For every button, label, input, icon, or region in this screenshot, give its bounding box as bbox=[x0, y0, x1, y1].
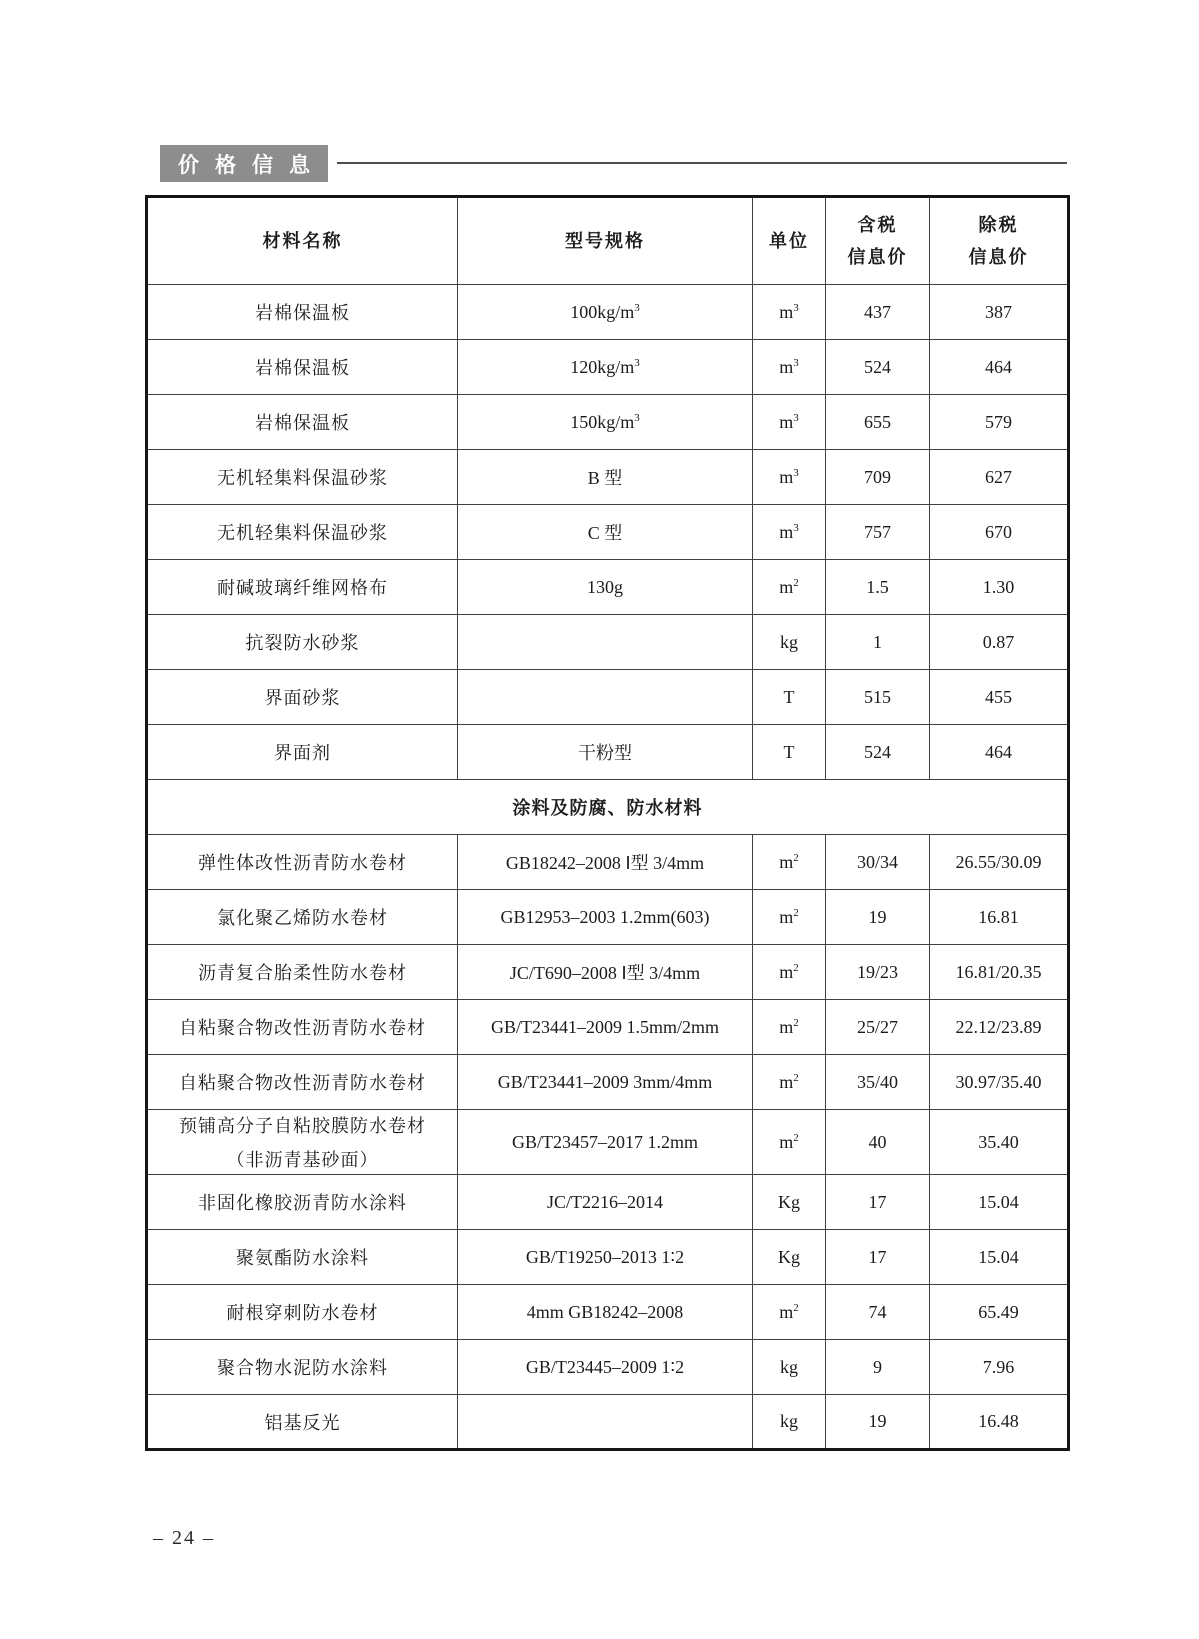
unit-cell bbox=[753, 670, 826, 725]
table-row bbox=[147, 615, 1069, 670]
tax-price-cell: 30/34 bbox=[826, 835, 930, 890]
section-header-row bbox=[147, 780, 1069, 835]
section-title: 涂料及防腐、防水材料 bbox=[147, 780, 1069, 835]
table-row bbox=[147, 1395, 1069, 1450]
unit-superscript: 2 bbox=[793, 1071, 799, 1084]
tax-price-cell: 515 bbox=[826, 670, 930, 725]
material-name: 无机轻集料保温砂浆 bbox=[217, 523, 388, 543]
price-table-body bbox=[147, 285, 1069, 1450]
tax-price-cell: 709 bbox=[826, 450, 930, 505]
table-row bbox=[147, 1230, 1069, 1285]
tax-price-cell: 19 bbox=[826, 890, 930, 945]
spec-cell bbox=[458, 890, 753, 945]
spec-text: GB/T23457–2017 1.2mm bbox=[511, 1131, 698, 1152]
material-name: 无机轻集料保温砂浆 bbox=[217, 468, 388, 488]
tax-price-cell: 1.5 bbox=[826, 560, 930, 615]
material-name: 自粘聚合物改性沥青防水卷材 bbox=[179, 1073, 426, 1093]
unit-superscript: 3 bbox=[793, 411, 799, 424]
unit-cell bbox=[753, 560, 826, 615]
notax-price-cell: 579 bbox=[930, 395, 1069, 450]
unit-cell bbox=[753, 1175, 826, 1230]
unit-text: Kg bbox=[778, 1191, 800, 1212]
material-name: 铝基反光 bbox=[264, 1412, 341, 1433]
unit-text: m bbox=[779, 961, 794, 982]
material-name-cell bbox=[147, 1230, 458, 1285]
material-name-cell bbox=[147, 670, 458, 725]
unit-cell bbox=[753, 1110, 826, 1175]
material-name: 岩棉保温板 bbox=[255, 303, 350, 323]
unit-text: m bbox=[779, 466, 794, 487]
unit-superscript: 2 bbox=[793, 906, 799, 919]
unit-text: T bbox=[783, 686, 795, 707]
spec-text: GB/T23445–2009 1∶2 bbox=[525, 1356, 685, 1377]
col-header-spec: 型号规格 bbox=[458, 197, 753, 285]
unit-cell bbox=[753, 505, 826, 560]
spec-cell bbox=[458, 450, 753, 505]
material-name-cell bbox=[147, 1000, 458, 1055]
table-row bbox=[147, 1340, 1069, 1395]
unit-text: m bbox=[779, 1016, 794, 1037]
spec-text: 150kg/m bbox=[570, 411, 635, 432]
spec-cell bbox=[458, 1395, 753, 1450]
notax-price-cell: 0.87 bbox=[930, 615, 1069, 670]
spec-cell bbox=[458, 1000, 753, 1055]
unit-cell bbox=[753, 1055, 826, 1110]
material-name-cell bbox=[147, 725, 458, 780]
spec-superscript: 3 bbox=[634, 301, 640, 314]
col-header-tax-line1: 含税 bbox=[857, 214, 898, 235]
material-name-cell bbox=[147, 1055, 458, 1110]
material-name: 氯化聚乙烯防水卷材 bbox=[217, 908, 388, 928]
unit-text: m bbox=[779, 851, 794, 872]
notax-price-cell: 455 bbox=[930, 670, 1069, 725]
unit-cell bbox=[753, 1340, 826, 1395]
spec-cell bbox=[458, 1340, 753, 1395]
material-name: 耐根穿刺防水卷材 bbox=[226, 1303, 379, 1323]
unit-cell bbox=[753, 835, 826, 890]
material-name: 聚氨酯防水涂料 bbox=[236, 1248, 369, 1268]
spec-cell bbox=[458, 395, 753, 450]
unit-superscript: 3 bbox=[793, 466, 799, 479]
col-header-notax-price bbox=[930, 197, 1069, 285]
notax-price-cell: 15.04 bbox=[930, 1230, 1069, 1285]
material-name: 自粘聚合物改性沥青防水卷材 bbox=[179, 1018, 426, 1038]
table-row bbox=[147, 450, 1069, 505]
unit-superscript: 2 bbox=[793, 576, 799, 589]
spec-text: GB/T23441–2009 3mm/4mm bbox=[497, 1071, 713, 1092]
notax-price-cell: 26.55/30.09 bbox=[930, 835, 1069, 890]
unit-cell bbox=[753, 945, 826, 1000]
unit-cell bbox=[753, 1230, 826, 1285]
spec-cell bbox=[458, 615, 753, 670]
unit-text: kg bbox=[780, 1356, 798, 1377]
spec-text: JC/T690–2008 Ⅰ型 3/4mm bbox=[509, 963, 701, 983]
table-row bbox=[147, 1000, 1069, 1055]
table-header-row bbox=[147, 197, 1069, 285]
material-name-cell bbox=[147, 945, 458, 1000]
material-name-cell bbox=[147, 1110, 458, 1175]
page-title: 价格信息 bbox=[160, 145, 328, 182]
material-name: 界面剂 bbox=[274, 743, 331, 763]
spec-text: GB/T23441–2009 1.5mm/2mm bbox=[490, 1016, 719, 1037]
tax-price-cell: 19 bbox=[826, 1395, 930, 1450]
spec-text: 4mm GB18242–2008 bbox=[526, 1301, 684, 1322]
spec-text: 100kg/m bbox=[570, 301, 635, 322]
spec-cell bbox=[458, 1230, 753, 1285]
table-row bbox=[147, 725, 1069, 780]
material-name-line2: （非沥青基砂面） bbox=[226, 1150, 379, 1170]
spec-text: GB/T19250–2013 1∶2 bbox=[525, 1246, 685, 1267]
tax-price-cell: 25/27 bbox=[826, 1000, 930, 1055]
unit-text: m bbox=[779, 521, 794, 542]
unit-text: T bbox=[783, 741, 795, 762]
tax-price-cell: 74 bbox=[826, 1285, 930, 1340]
table-row bbox=[147, 1285, 1069, 1340]
notax-price-cell: 15.04 bbox=[930, 1175, 1069, 1230]
spec-text: B 型 bbox=[587, 468, 623, 488]
table-row bbox=[147, 285, 1069, 340]
spec-text: JC/T2216–2014 bbox=[546, 1191, 663, 1212]
spec-text: GB18242–2008 Ⅰ型 3/4mm bbox=[505, 853, 705, 873]
tax-price-cell: 757 bbox=[826, 505, 930, 560]
notax-price-cell: 7.96 bbox=[930, 1340, 1069, 1395]
unit-superscript: 2 bbox=[793, 1016, 799, 1029]
unit-superscript: 3 bbox=[793, 521, 799, 534]
spec-cell bbox=[458, 670, 753, 725]
spec-cell bbox=[458, 1175, 753, 1230]
table-row bbox=[147, 1055, 1069, 1110]
table-row bbox=[147, 945, 1069, 1000]
table-row bbox=[147, 1110, 1069, 1175]
tax-price-cell: 19/23 bbox=[826, 945, 930, 1000]
notax-price-cell: 16.48 bbox=[930, 1395, 1069, 1450]
unit-text: kg bbox=[780, 1411, 798, 1431]
unit-text: m bbox=[779, 1131, 794, 1152]
material-name: 界面砂浆 bbox=[264, 688, 341, 708]
notax-price-cell: 464 bbox=[930, 340, 1069, 395]
material-name: 抗裂防水砂浆 bbox=[245, 633, 360, 653]
material-name-cell bbox=[147, 1395, 458, 1450]
material-name-cell bbox=[147, 450, 458, 505]
spec-cell bbox=[458, 560, 753, 615]
notax-price-cell: 16.81 bbox=[930, 890, 1069, 945]
unit-cell bbox=[753, 340, 826, 395]
notax-price-cell: 1.30 bbox=[930, 560, 1069, 615]
spec-superscript: 3 bbox=[634, 356, 640, 369]
unit-superscript: 2 bbox=[793, 1301, 799, 1314]
unit-cell bbox=[753, 1285, 826, 1340]
spec-cell bbox=[458, 945, 753, 1000]
unit-cell bbox=[753, 615, 826, 670]
material-name-cell bbox=[147, 340, 458, 395]
tax-price-cell: 35/40 bbox=[826, 1055, 930, 1110]
spec-text: 130g bbox=[587, 576, 623, 597]
col-header-unit: 单位 bbox=[753, 197, 826, 285]
tax-price-cell: 524 bbox=[826, 725, 930, 780]
unit-cell bbox=[753, 890, 826, 945]
material-name-cell bbox=[147, 285, 458, 340]
tax-price-cell: 9 bbox=[826, 1340, 930, 1395]
table-row bbox=[147, 340, 1069, 395]
notax-price-cell: 16.81/20.35 bbox=[930, 945, 1069, 1000]
unit-cell bbox=[753, 395, 826, 450]
unit-superscript: 2 bbox=[793, 1131, 799, 1144]
tax-price-cell: 524 bbox=[826, 340, 930, 395]
table-row bbox=[147, 560, 1069, 615]
notax-price-cell: 464 bbox=[930, 725, 1069, 780]
notax-price-cell: 35.40 bbox=[930, 1110, 1069, 1175]
unit-text: m bbox=[779, 411, 794, 432]
notax-price-cell: 627 bbox=[930, 450, 1069, 505]
material-name-cell bbox=[147, 395, 458, 450]
notax-price-cell: 387 bbox=[930, 285, 1069, 340]
spec-cell bbox=[458, 505, 753, 560]
unit-text: m bbox=[779, 301, 794, 322]
unit-cell bbox=[753, 450, 826, 505]
material-name: 耐碱玻璃纤维网格布 bbox=[217, 578, 388, 598]
col-header-notax-line1: 除税 bbox=[978, 214, 1019, 235]
unit-cell bbox=[753, 725, 826, 780]
unit-cell bbox=[753, 1000, 826, 1055]
spec-cell bbox=[458, 340, 753, 395]
col-header-material: 材料名称 bbox=[147, 197, 458, 285]
unit-cell bbox=[753, 285, 826, 340]
material-name-cell bbox=[147, 1340, 458, 1395]
unit-text: m bbox=[779, 356, 794, 377]
spec-cell bbox=[458, 285, 753, 340]
notax-price-cell: 670 bbox=[930, 505, 1069, 560]
unit-text: m bbox=[779, 1301, 794, 1322]
tax-price-cell: 437 bbox=[826, 285, 930, 340]
unit-superscript: 2 bbox=[793, 961, 799, 974]
col-header-notax-line2: 信息价 bbox=[968, 247, 1029, 267]
spec-cell bbox=[458, 1055, 753, 1110]
col-header-tax-line2: 信息价 bbox=[847, 247, 908, 267]
spec-superscript: 3 bbox=[634, 411, 640, 424]
material-name-cell bbox=[147, 505, 458, 560]
spec-cell bbox=[458, 835, 753, 890]
notax-price-cell: 22.12/23.89 bbox=[930, 1000, 1069, 1055]
material-name-cell bbox=[147, 1175, 458, 1230]
title-rule bbox=[337, 162, 1067, 164]
unit-text: m bbox=[779, 906, 794, 927]
spec-text: 120kg/m bbox=[570, 356, 635, 377]
unit-superscript: 3 bbox=[793, 356, 799, 369]
notax-price-cell: 65.49 bbox=[930, 1285, 1069, 1340]
material-name: 岩棉保温板 bbox=[255, 358, 350, 378]
spec-text: C 型 bbox=[587, 523, 623, 543]
table-row bbox=[147, 505, 1069, 560]
material-name-cell bbox=[147, 890, 458, 945]
unit-cell bbox=[753, 1395, 826, 1450]
spec-cell bbox=[458, 1285, 753, 1340]
tax-price-cell: 1 bbox=[826, 615, 930, 670]
page-number: – 24 – bbox=[153, 1527, 215, 1549]
spec-cell bbox=[458, 725, 753, 780]
tax-price-cell: 40 bbox=[826, 1110, 930, 1175]
table-row bbox=[147, 1175, 1069, 1230]
spec-cell bbox=[458, 1110, 753, 1175]
table-row bbox=[147, 395, 1069, 450]
unit-text: kg bbox=[780, 631, 798, 652]
notax-price-cell: 30.97/35.40 bbox=[930, 1055, 1069, 1110]
table-row bbox=[147, 670, 1069, 725]
material-name: 非固化橡胶沥青防水涂料 bbox=[198, 1193, 407, 1213]
material-name: 沥青复合胎柔性防水卷材 bbox=[198, 963, 407, 983]
tax-price-cell: 655 bbox=[826, 395, 930, 450]
unit-superscript: 2 bbox=[793, 851, 799, 864]
col-header-tax-price bbox=[826, 197, 930, 285]
material-name: 聚合物水泥防水涂料 bbox=[217, 1358, 388, 1378]
unit-text: Kg bbox=[778, 1246, 800, 1267]
price-table bbox=[145, 195, 1070, 1451]
material-name-cell bbox=[147, 1285, 458, 1340]
unit-superscript: 3 bbox=[793, 301, 799, 314]
spec-text: 干粉型 bbox=[578, 743, 632, 763]
material-name-cell bbox=[147, 560, 458, 615]
material-name-cell bbox=[147, 835, 458, 890]
table-row bbox=[147, 890, 1069, 945]
material-name: 岩棉保温板 bbox=[255, 413, 350, 433]
spec-text: GB12953–2003 1.2mm(603) bbox=[500, 906, 710, 927]
material-name: 弹性体改性沥青防水卷材 bbox=[198, 853, 407, 873]
material-name: 预铺高分子自粘胶膜防水卷材 bbox=[179, 1116, 426, 1136]
material-name-cell bbox=[147, 615, 458, 670]
tax-price-cell: 17 bbox=[826, 1230, 930, 1285]
table-row bbox=[147, 835, 1069, 890]
unit-text: m bbox=[779, 1071, 794, 1092]
tax-price-cell: 17 bbox=[826, 1175, 930, 1230]
unit-text: m bbox=[779, 576, 794, 597]
